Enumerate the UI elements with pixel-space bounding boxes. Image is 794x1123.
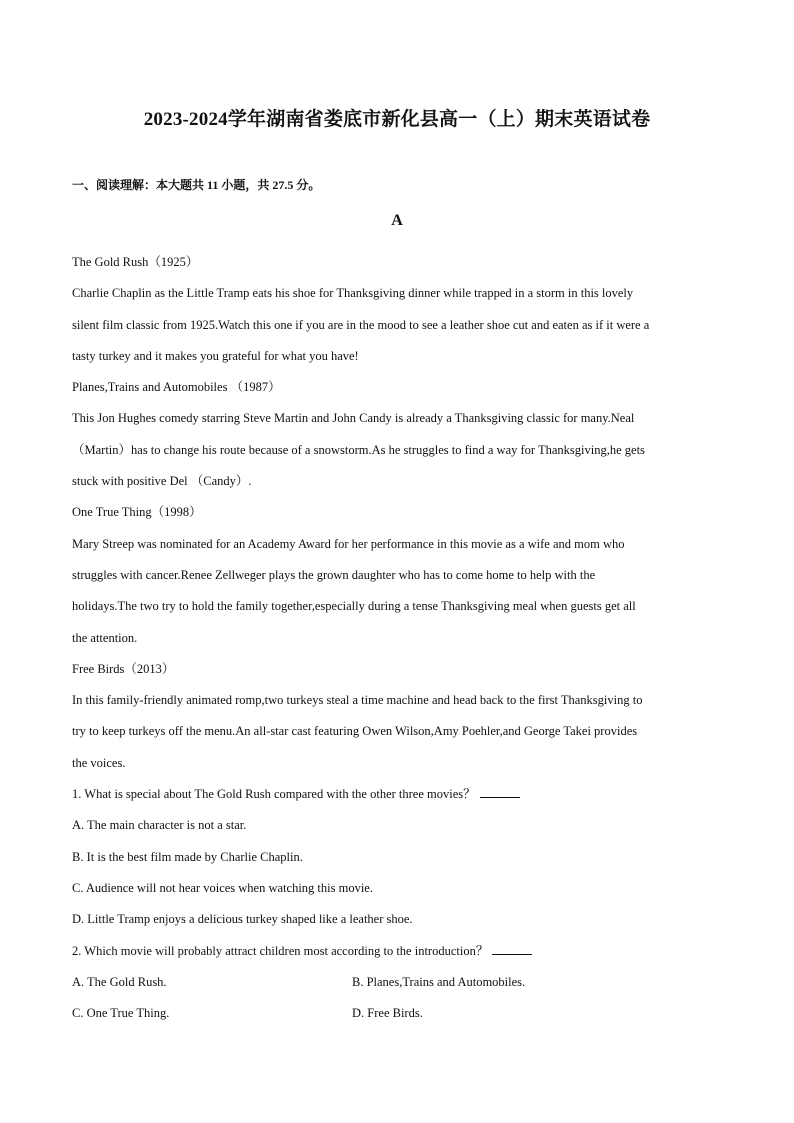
movie-heading: Free Birds（2013） [72,661,175,676]
option-d: D. Free Birds. [352,1006,423,1021]
passage-label: A [391,212,403,229]
options-row [72,967,724,998]
exam-title: 2023-2024学年湖南省娄底市新化县高一（上）期末英语试卷 [143,109,651,130]
passage-line: the voices. [72,755,126,770]
passage-line: the attention. [72,630,138,645]
movie-heading: The Gold Rush（1925） [72,255,199,269]
section-heading: 一、阅读理解：本大题共 11 小题，共 27.5 分。 [72,178,321,192]
passage-line: silent film classic from 1925.Watch this one if you are in the mood to see a leather shoe cut and eaten as if it were a [72,317,650,332]
passage-line: This Jon Hughes comedy starring Steve Martin and John Candy is already a Thanksgiving classic for many.Neal [72,411,635,426]
passage-line: Mary Streep was nominated for an Academy Award for her performance in this movie as a wife and mom who [72,536,625,551]
question-1 [72,779,724,810]
answer-blank[interactable] [492,942,532,955]
passage-line: struggles with cancer.Renee Zellweger plays the grown daughter who has to come home to help with the [72,567,596,582]
option-a: A. The Gold Rush. [72,974,167,989]
option-d: D. Little Tramp enjoys a delicious turkey shaped like a leather shoe. [72,912,413,927]
question-stem: 1. What is special about The Gold Rush compared with the other three movies？ [72,787,476,802]
passage-line: （Martin）has to change his route because of a snowstorm.As he struggles to find a way for Thanksgiving,he gets [72,442,645,457]
passage-line: Charlie Chaplin as the Little Tramp eats his shoe for Thanksgiving dinner while trapped in a storm in this lovely [72,286,634,301]
passage-line: In this family-friendly animated romp,two turkeys steal a time machine and head back to the first Thanksgiving to [72,693,643,708]
passage-line: holidays.The two try to hold the family together,especially during a tense Thanksgiving meal when guests get all [72,599,636,614]
question-2 [72,936,724,967]
answer-blank[interactable] [480,785,520,798]
movie-heading: Planes,Trains and Automobiles （1987） [72,380,281,395]
question-stem: 2. Which movie will probably attract children most according to the introduction？ [72,943,489,958]
passage-body [72,247,724,1029]
passage-line: stuck with positive Del （Candy）. [72,474,252,489]
option-b: B. Planes,Trains and Automobiles. [352,974,526,989]
option-c: C. Audience will not hear voices when watching this movie. [72,880,373,895]
passage-line: try to keep turkeys off the menu.An all-star cast featuring Owen Wilson,Amy Poehler,and George Takei provides [72,724,638,739]
movie-heading: One True Thing（1998） [72,505,202,520]
option-a: A. The main character is not a star. [72,818,247,833]
options-row [72,998,724,1029]
option-c: C. One True Thing. [72,1006,170,1021]
option-b: B. It is the best film made by Charlie Chaplin. [72,849,303,864]
passage-line: tasty turkey and it makes you grateful for what you have! [72,348,359,363]
